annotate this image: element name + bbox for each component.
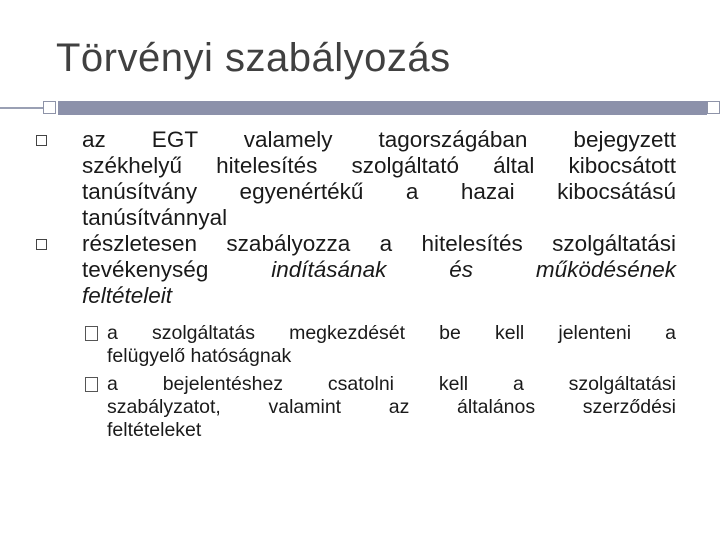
sub-bullet-2-line-3: feltételeket — [107, 419, 202, 441]
sub-bullet-item-1 — [107, 322, 676, 368]
divider-left-box — [43, 101, 56, 114]
square-bullet-icon — [36, 135, 47, 146]
square-sub-bullet-icon — [85, 326, 98, 341]
slide-title: Törvényi szabályozás — [56, 36, 451, 80]
divider-thin-line — [0, 107, 43, 109]
bullet-2-line-2 — [82, 257, 676, 283]
square-sub-bullet-icon — [85, 377, 98, 392]
bullet-item-2 — [82, 231, 676, 309]
bullet-1-line-3: tanúsítvány egyenértékű a hazai kibocsátású — [82, 179, 676, 204]
sub-bullet-item-2 — [107, 373, 676, 442]
square-bullet-icon — [36, 239, 47, 250]
title-divider — [0, 101, 720, 116]
sub-bullet-1-line-1: a szolgáltatás megkezdését be kell jelenteni a — [107, 322, 676, 344]
sub-bullet-1-line-2: felügyelő hatóságnak — [107, 345, 292, 367]
sub-bullet-2-line-1: a bejelentéshez csatolni kell a szolgáltatási — [107, 373, 676, 395]
bullet-item-1 — [82, 127, 676, 231]
divider-right-box — [707, 101, 720, 114]
bullet-1-line-1: az EGT valamely tagországában bejegyzett — [82, 127, 676, 152]
divider-bar — [58, 101, 707, 115]
bullet-2-line-1: részletesen szabályozza a hitelesítés szolgáltatási — [82, 231, 676, 256]
bullet-2-line-3: feltételeit — [82, 283, 173, 308]
bullet-2-line-2-normal: tevékenység — [82, 257, 272, 282]
bullet-1-line-4: tanúsítvánnyal — [82, 205, 228, 230]
bullet-1-line-2: székhelyű hitelesítés szolgáltató által kibocsátott — [82, 153, 676, 178]
bullet-2-line-2-italic: indításának és működésének — [271, 257, 676, 282]
sub-bullet-2-line-2: szabályzatot, valamint az általános szerződési — [107, 396, 676, 418]
